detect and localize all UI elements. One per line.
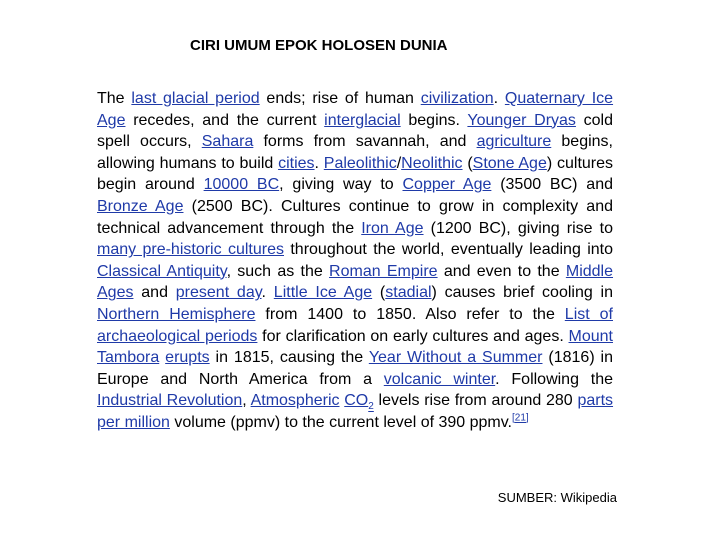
paragraph-text: The (97, 90, 132, 107)
wiki-link[interactable]: Little Ice Age (273, 284, 373, 302)
paragraph-text: in 1815, causing the (209, 349, 369, 367)
wiki-link[interactable]: Industrial Revolution (97, 392, 243, 410)
wiki-link[interactable]: Younger Dryas (467, 111, 576, 129)
wiki-link[interactable]: Neolithic (401, 154, 463, 172)
wiki-link[interactable]: civilization (420, 90, 494, 107)
paragraph-text: (1816) in Europe and North America from a (97, 349, 614, 388)
wiki-link[interactable]: CO (344, 392, 369, 410)
wiki-link[interactable]: cities (278, 154, 315, 172)
paragraph-text: . (493, 90, 505, 107)
paragraph-text: and (133, 284, 176, 302)
wiki-link[interactable]: Paleolithic (323, 154, 397, 172)
paragraph-text: (3500 BC) and (491, 176, 614, 194)
paragraph-text: . (314, 154, 324, 172)
paragraph-text: begins, allowing humans to build (97, 133, 613, 172)
paragraph-text: , such as the (226, 262, 330, 280)
paragraph-text: recedes, and the current (125, 111, 325, 129)
wiki-link[interactable]: Northern Hemisphere (97, 305, 256, 323)
paragraph-text: ( (372, 284, 386, 302)
wiki-link[interactable]: List of archaeological periods (97, 305, 613, 345)
wiki-link[interactable]: Year Without a Summer (368, 349, 543, 367)
paragraph-text: for clarification on early cultures and ages. (257, 327, 569, 345)
paragraph-text: ) cultures begin around (97, 154, 614, 194)
wiki-link[interactable]: parts per million (97, 392, 614, 431)
wiki-link[interactable]: agriculture (476, 133, 552, 151)
page-title: CIRI UMUM EPOK HOLOSEN DUNIA (190, 37, 448, 54)
wiki-link[interactable]: Stone Age (472, 154, 547, 172)
article-paragraph (97, 88, 613, 434)
wiki-link[interactable]: Sahara (201, 133, 254, 151)
paragraph-text: forms from savannah, and (253, 133, 477, 151)
wiki-link[interactable]: Mount Tambora (97, 327, 613, 367)
wiki-link[interactable]: Roman Empire (329, 262, 438, 280)
wiki-link[interactable]: Bronze Age (97, 197, 184, 215)
paragraph-text: / (396, 154, 402, 172)
wiki-link[interactable]: Classical Antiquity (97, 262, 227, 280)
paragraph-text: volume (ppmv) to the current level of 390 ppmv. (169, 413, 512, 431)
wiki-link[interactable]: 2 (368, 401, 374, 413)
wiki-link[interactable]: Atmospheric (250, 392, 340, 410)
citation-ref (512, 413, 529, 424)
source-credit: SUMBER: Wikipedia (497, 490, 617, 505)
paragraph-text: levels rise from around 280 (373, 392, 578, 410)
wiki-link[interactable]: many pre-historic cultures (97, 241, 284, 259)
paragraph-text: throughout the world, eventually leading into (284, 241, 614, 259)
wiki-link[interactable]: Middle Ages (97, 262, 614, 302)
paragraph-text: , (242, 392, 251, 410)
paragraph-text: ) causes brief cooling in (431, 284, 614, 302)
paragraph-text: ends; rise of human (259, 90, 421, 107)
wiki-link[interactable]: volcanic winter (383, 370, 496, 388)
wiki-link[interactable]: Copper Age (402, 176, 492, 194)
paragraph-text: (1200 BC), giving rise to (423, 219, 614, 237)
wiki-link[interactable]: Iron Age (361, 219, 424, 237)
wiki-link[interactable]: interglacial (324, 111, 401, 129)
paragraph-text: from 1400 to 1850. Also refer to the (255, 305, 565, 323)
wiki-link[interactable]: 10000 BC (203, 176, 280, 194)
paragraph-text: cold spell occurs, (97, 111, 614, 151)
wiki-link[interactable]: [21] (512, 412, 529, 424)
paragraph-text: . Following the (495, 370, 614, 388)
paragraph-text: and even to the (437, 262, 566, 280)
paragraph-text: (2500 BC). Cultures continue to grow in complexity and technical advancement through the (97, 197, 613, 237)
wiki-link[interactable]: last glacial period (131, 90, 260, 107)
wiki-link[interactable]: stadial (385, 284, 432, 302)
paragraph-text: , giving way to (279, 176, 403, 194)
wiki-link[interactable]: erupts (165, 349, 210, 367)
wiki-link[interactable]: Quaternary Ice Age (97, 90, 614, 129)
paragraph-text: . (261, 284, 274, 302)
paragraph-text: ( (462, 154, 473, 172)
paragraph-text: begins. (400, 111, 468, 129)
wiki-link[interactable]: present day (175, 284, 262, 302)
